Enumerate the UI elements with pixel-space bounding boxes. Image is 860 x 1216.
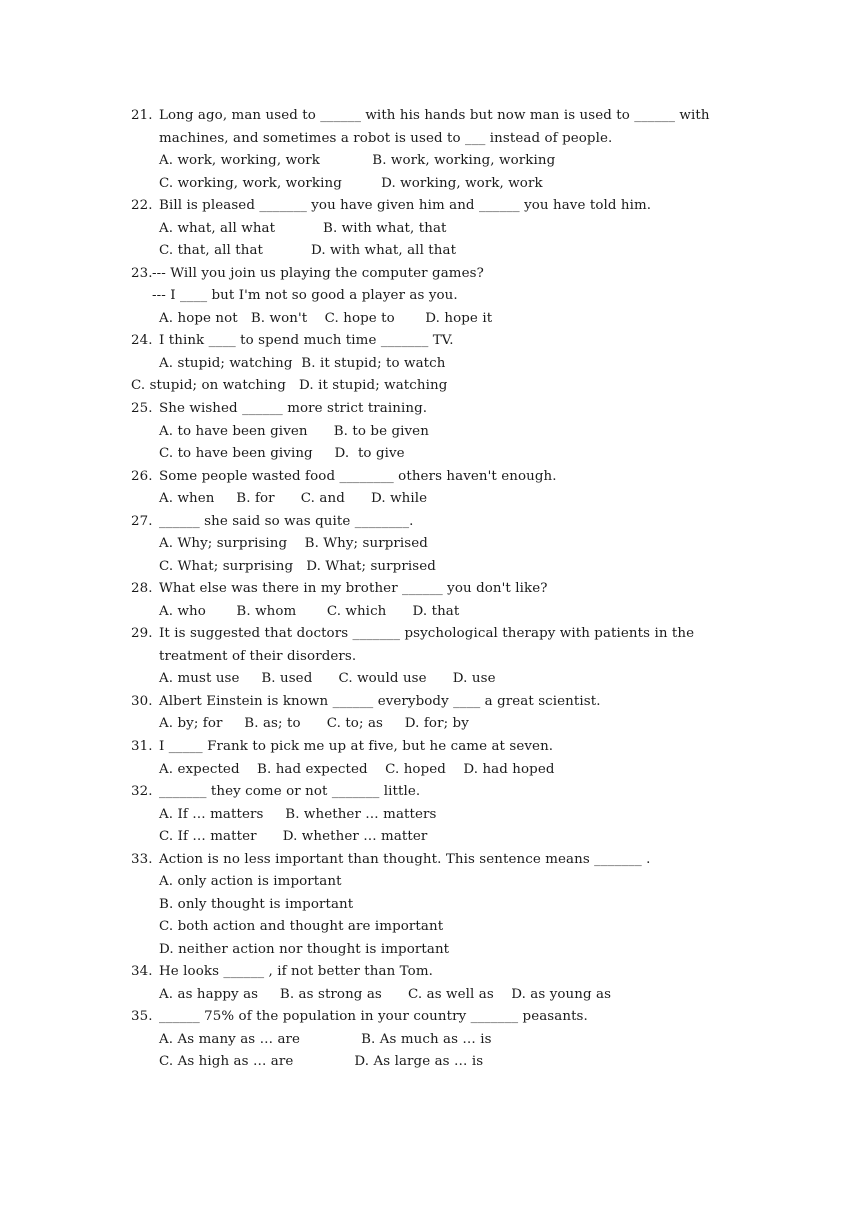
question-31-number: 31.: [131, 739, 153, 754]
question-30-stem: Albert Einstein is known ______ everybody ____ a great scientist.: [159, 694, 601, 709]
question-32-options-line-1: A. If … matters B. whether … matters: [159, 807, 437, 822]
question-22-number: 22.: [131, 198, 153, 213]
question-33-number: 33.: [131, 852, 153, 867]
question-33-stem: Action is no less important than thought. This sentence means _______ .: [159, 852, 651, 867]
question-22-options-line-1: A. what, all what B. with what, that: [159, 221, 447, 236]
question-24-options-line-1: A. stupid; watching B. it stupid; to watch: [159, 356, 446, 371]
question-31-stem: I _____ Frank to pick me up at five, but he came at seven.: [159, 739, 554, 754]
question-35-stem: ______ 75% of the population in your country _______ peasants.: [159, 1009, 588, 1024]
question-24-number: 24.: [131, 333, 153, 348]
question-24-options-line-2: C. stupid; on watching D. it stupid; watching: [131, 378, 448, 393]
question-21-options-line-1: A. work, working, work B. work, working, working: [159, 153, 556, 168]
question-21-stem-line-1: Long ago, man used to ______ with his hands but now man is used to ______ with: [159, 108, 710, 123]
question-28-options-line-1: A. who B. whom C. which D. that: [159, 604, 460, 619]
question-26-number: 26.: [131, 469, 153, 484]
question-33-option-d: D. neither action nor thought is important: [159, 942, 450, 957]
question-28-stem: What else was there in my brother ______ you don't like?: [159, 581, 548, 596]
question-21-stem-line-2: machines, and sometimes a robot is used to ___ instead of people.: [159, 131, 613, 146]
question-28-number: 28.: [131, 581, 153, 596]
question-24-stem: I think ____ to spend much time _______ TV.: [159, 333, 454, 348]
question-35-number: 35.: [131, 1009, 153, 1024]
question-25-number: 25.: [131, 401, 153, 416]
question-33-option-a: A. only action is important: [159, 874, 342, 889]
question-33-option-b: B. only thought is important: [159, 897, 354, 912]
question-35-options-line-1: A. As many as … are B. As much as … is: [159, 1032, 492, 1047]
question-29-stem-line-1: It is suggested that doctors _______ psychological therapy with patients in the: [159, 626, 695, 641]
question-26-options-line-1: A. when B. for C. and D. while: [159, 491, 428, 506]
question-27-options-line-2: C. What; surprising D. What; surprised: [159, 559, 436, 574]
question-25-options-line-1: A. to have been given B. to be given: [159, 424, 429, 439]
question-25-stem: She wished ______ more strict training.: [159, 401, 428, 416]
question-22-stem: Bill is pleased _______ you have given him and ______ you have told him.: [159, 198, 652, 213]
question-33-option-c: C. both action and thought are important: [159, 919, 444, 934]
question-29-options-line-1: A. must use B. used C. would use D. use: [159, 671, 496, 686]
question-23-dialog-line-2: --- I ____ but I'm not so good a player as you.: [152, 288, 458, 303]
question-34-number: 34.: [131, 964, 153, 979]
question-32-number: 32.: [131, 784, 153, 799]
question-23-number: 23.: [131, 266, 153, 281]
question-27-stem: ______ she said so was quite ________.: [159, 514, 414, 529]
question-34-options-line-1: A. as happy as B. as strong as C. as well as D. as young as: [159, 987, 612, 1002]
question-31-options-line-1: A. expected B. had expected C. hoped D. had hoped: [159, 762, 555, 777]
question-23-options-line-1: A. hope not B. won't C. hope to D. hope it: [159, 311, 493, 326]
question-27-number: 27.: [131, 514, 153, 529]
question-27-options-line-1: A. Why; surprising B. Why; surprised: [159, 536, 428, 551]
question-35-options-line-2: C. As high as … are D. As large as … is: [159, 1054, 484, 1069]
question-25-options-line-2: C. to have been giving D. to give: [159, 446, 405, 461]
question-29-number: 29.: [131, 626, 153, 641]
question-32-options-line-2: C. If … matter D. whether … matter: [159, 829, 428, 844]
question-26-stem: Some people wasted food ________ others haven't enough.: [159, 469, 557, 484]
question-23-dialog-line-1: --- Will you join us playing the computer games?: [152, 266, 484, 281]
question-30-options-line-1: A. by; for B. as; to C. to; as D. for; by: [159, 716, 469, 731]
question-32-stem: _______ they come or not _______ little.: [159, 784, 421, 799]
question-21-number: 21.: [131, 108, 153, 123]
question-30-number: 30.: [131, 694, 153, 709]
question-21-options-line-2: C. working, work, working D. working, work, work: [159, 176, 543, 191]
question-34-stem: He looks ______ , if not better than Tom.: [159, 964, 433, 979]
question-29-stem-line-2: treatment of their disorders.: [159, 649, 357, 664]
question-22-options-line-2: C. that, all that D. with what, all that: [159, 243, 457, 258]
